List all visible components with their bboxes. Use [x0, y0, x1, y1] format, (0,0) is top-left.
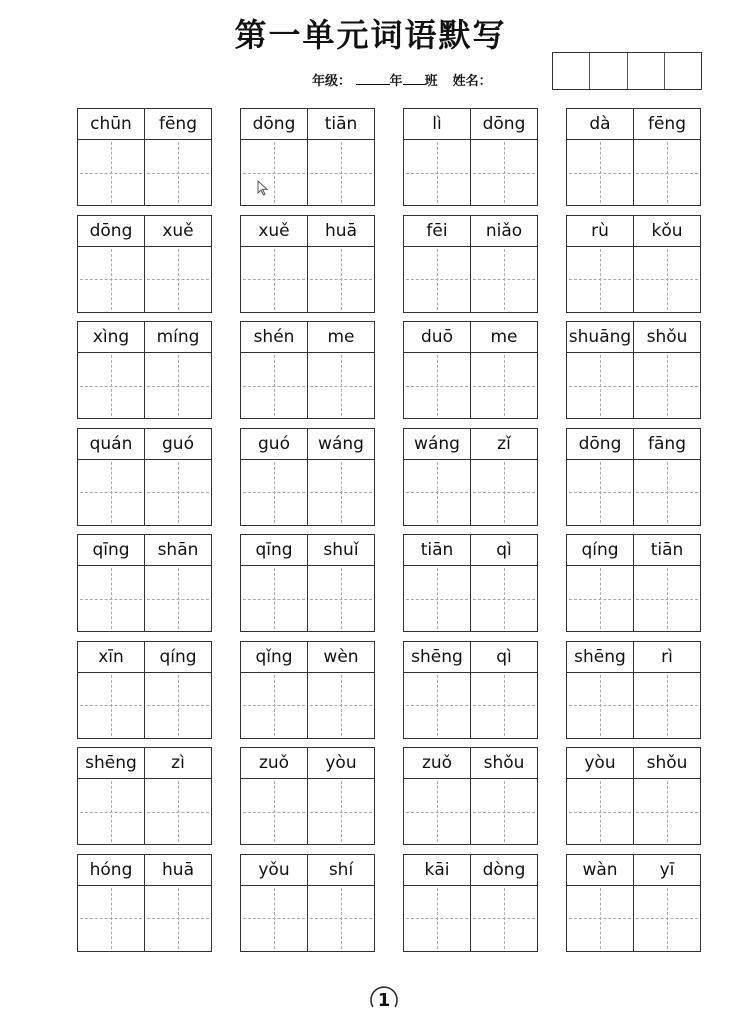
- writing-row: [567, 460, 700, 525]
- tianzige-cell[interactable]: [241, 673, 308, 738]
- writing-row: [241, 779, 374, 844]
- tianzige-cell[interactable]: [241, 886, 308, 951]
- tianzige-cell[interactable]: [634, 673, 700, 738]
- writing-row: [78, 673, 211, 738]
- tianzige-cell[interactable]: [241, 247, 308, 312]
- writing-row: [78, 247, 211, 312]
- writing-row: [567, 886, 700, 951]
- pinyin-label: dōng: [482, 114, 526, 134]
- pinyin-label: wáng: [404, 429, 471, 459]
- pinyin-label: tiān: [404, 535, 471, 565]
- writing-row: [404, 353, 537, 418]
- pinyin-label: shēng: [78, 748, 145, 778]
- tianzige-cell[interactable]: [145, 247, 211, 312]
- pinyin-label: qì: [496, 540, 512, 560]
- word-box: [240, 215, 375, 313]
- tianzige-cell[interactable]: [145, 779, 211, 844]
- writing-row: [241, 886, 374, 951]
- tianzige-cell[interactable]: [241, 353, 308, 418]
- pinyin-label: fēng: [647, 114, 686, 134]
- writing-row: [404, 779, 537, 844]
- pinyin-label: dōng: [78, 216, 145, 246]
- writing-row: [241, 460, 374, 525]
- tianzige-cell[interactable]: [634, 247, 700, 312]
- pinyin-label: zuǒ: [241, 748, 308, 778]
- word-box: [566, 534, 701, 632]
- pinyin-label: guó: [241, 429, 308, 459]
- pinyin-label: zì: [171, 753, 185, 773]
- pinyin-row: [241, 322, 374, 353]
- pinyin-label: yòu: [567, 748, 634, 778]
- writing-row: [78, 353, 211, 418]
- pinyin-row: [567, 109, 700, 140]
- tianzige-cell[interactable]: [634, 779, 700, 844]
- tianzige-cell[interactable]: [634, 460, 700, 525]
- pinyin-label: niǎo: [485, 220, 523, 241]
- word-dictation-grid: [77, 108, 701, 952]
- tianzige-cell[interactable]: [567, 353, 634, 418]
- pinyin-row: [567, 535, 700, 566]
- tianzige-cell[interactable]: [308, 353, 374, 418]
- pinyin-label: rì: [661, 646, 673, 667]
- tianzige-cell[interactable]: [634, 886, 700, 951]
- pinyin-label: qíng: [159, 646, 197, 667]
- writing-row: [241, 353, 374, 418]
- writing-row: [78, 140, 211, 205]
- pinyin-label: xīn: [78, 642, 145, 672]
- writing-row: [404, 673, 537, 738]
- page-number: 1: [367, 983, 401, 1017]
- pinyin-label: tiān: [324, 114, 358, 134]
- tianzige-cell[interactable]: [241, 779, 308, 844]
- pinyin-label: huā: [325, 220, 357, 241]
- word-box: [566, 215, 701, 313]
- pinyin-label: wàn: [567, 855, 634, 885]
- tianzige-cell[interactable]: [471, 779, 537, 844]
- pinyin-label: shēng: [567, 642, 634, 672]
- pinyin-row: [567, 642, 700, 673]
- word-box: [403, 428, 538, 526]
- pinyin-label: guó: [162, 433, 194, 454]
- pinyin-label: shén: [241, 322, 308, 352]
- pinyin-label: dà: [567, 109, 634, 139]
- pinyin-label: hóng: [78, 855, 145, 885]
- pinyin-label: yǒu: [241, 855, 308, 885]
- pinyin-row: [404, 535, 537, 566]
- tianzige-cell[interactable]: [471, 673, 537, 738]
- pinyin-label: wèn: [323, 646, 359, 667]
- tianzige-cell[interactable]: [308, 886, 374, 951]
- tianzige-cell[interactable]: [241, 460, 308, 525]
- pinyin-row: [78, 109, 211, 140]
- name-box[interactable]: [553, 53, 590, 89]
- tianzige-cell[interactable]: [404, 886, 471, 951]
- pinyin-row: [241, 535, 374, 566]
- tianzige-cell[interactable]: [78, 566, 145, 631]
- writing-row: [567, 140, 700, 205]
- pinyin-label: xuě: [162, 220, 194, 241]
- pinyin-row: [78, 855, 211, 886]
- pinyin-row: [78, 216, 211, 247]
- pinyin-label: yī: [659, 859, 675, 880]
- pinyin-label: fāng: [648, 433, 686, 454]
- pinyin-label: wáng: [318, 433, 364, 454]
- student-info-line: [312, 70, 492, 89]
- pinyin-row: [404, 109, 537, 140]
- pinyin-row: [404, 642, 537, 673]
- tianzige-cell[interactable]: [634, 140, 700, 205]
- pinyin-row: [241, 642, 374, 673]
- word-box: [403, 321, 538, 419]
- pinyin-row: [241, 109, 374, 140]
- name-label: 姓名：: [452, 74, 492, 89]
- writing-row: [241, 566, 374, 631]
- pinyin-row: [241, 855, 374, 886]
- tianzige-cell[interactable]: [471, 247, 537, 312]
- writing-row: [567, 779, 700, 844]
- writing-row: [404, 566, 537, 631]
- word-box: [77, 321, 212, 419]
- pinyin-label: xìng: [78, 322, 145, 352]
- tianzige-cell[interactable]: [471, 353, 537, 418]
- word-box: [403, 108, 538, 206]
- tianzige-cell[interactable]: [567, 247, 634, 312]
- word-box: [403, 534, 538, 632]
- word-box: [77, 108, 212, 206]
- pinyin-label: qīng: [78, 535, 145, 565]
- word-box: [566, 108, 701, 206]
- word-box: [77, 534, 212, 632]
- tianzige-cell[interactable]: [471, 460, 537, 525]
- writing-row: [78, 460, 211, 525]
- pinyin-label: rù: [567, 216, 634, 246]
- writing-row: [404, 460, 537, 525]
- pinyin-label: shuāng: [567, 322, 634, 352]
- tianzige-cell[interactable]: [308, 566, 374, 631]
- tianzige-cell[interactable]: [145, 673, 211, 738]
- tianzige-cell[interactable]: [404, 353, 471, 418]
- class-blank[interactable]: [403, 72, 425, 85]
- writing-row: [241, 247, 374, 312]
- writing-row: [241, 673, 374, 738]
- pinyin-label: tiān: [650, 540, 684, 560]
- tianzige-cell[interactable]: [404, 140, 471, 205]
- name-box[interactable]: [628, 53, 665, 89]
- tianzige-cell[interactable]: [404, 247, 471, 312]
- word-box: [403, 854, 538, 952]
- word-box: [240, 641, 375, 739]
- pinyin-row: [404, 322, 537, 353]
- writing-row: [78, 779, 211, 844]
- tianzige-cell[interactable]: [78, 779, 145, 844]
- writing-row: [78, 886, 211, 951]
- pinyin-row: [404, 855, 537, 886]
- word-box: [566, 321, 701, 419]
- tianzige-cell[interactable]: [145, 566, 211, 631]
- tianzige-cell[interactable]: [78, 140, 145, 205]
- pinyin-label: shēng: [404, 642, 471, 672]
- word-box: [77, 747, 212, 845]
- tianzige-cell[interactable]: [567, 886, 634, 951]
- tianzige-cell[interactable]: [308, 460, 374, 525]
- tianzige-cell[interactable]: [567, 140, 634, 205]
- tianzige-cell[interactable]: [404, 779, 471, 844]
- tianzige-cell[interactable]: [78, 353, 145, 418]
- pinyin-label: xuě: [241, 216, 308, 246]
- tianzige-cell[interactable]: [471, 140, 537, 205]
- tianzige-cell[interactable]: [567, 566, 634, 631]
- word-box: [77, 854, 212, 952]
- word-box: [77, 641, 212, 739]
- writing-row: [567, 673, 700, 738]
- grade-blank[interactable]: [356, 72, 390, 85]
- word-box: [240, 854, 375, 952]
- pinyin-row: [78, 535, 211, 566]
- pinyin-row: [241, 748, 374, 779]
- tianzige-cell[interactable]: [404, 566, 471, 631]
- word-box: [77, 428, 212, 526]
- pinyin-row: [241, 216, 374, 247]
- tianzige-cell[interactable]: [78, 673, 145, 738]
- tianzige-cell[interactable]: [78, 247, 145, 312]
- tianzige-cell[interactable]: [567, 673, 634, 738]
- pinyin-label: yòu: [325, 753, 357, 773]
- writing-row: [567, 247, 700, 312]
- tianzige-cell[interactable]: [308, 673, 374, 738]
- pinyin-label: shǒu: [646, 327, 688, 347]
- tianzige-cell[interactable]: [145, 886, 211, 951]
- word-box: [240, 428, 375, 526]
- tianzige-cell[interactable]: [78, 460, 145, 525]
- grade-label: 年级：: [312, 74, 352, 89]
- word-box: [566, 641, 701, 739]
- tianzige-cell[interactable]: [404, 673, 471, 738]
- pinyin-row: [241, 429, 374, 460]
- pinyin-label: qì: [496, 646, 512, 667]
- writing-row: [404, 247, 537, 312]
- name-box[interactable]: [590, 53, 627, 89]
- pinyin-label: dōng: [241, 109, 308, 139]
- word-box: [403, 215, 538, 313]
- pinyin-label: fēng: [158, 114, 197, 134]
- word-box: [403, 747, 538, 845]
- pinyin-label: fēi: [404, 216, 471, 246]
- pinyin-row: [78, 429, 211, 460]
- pinyin-label: dòng: [482, 859, 526, 880]
- tianzige-cell[interactable]: [241, 140, 308, 205]
- pinyin-label: shí: [328, 859, 354, 880]
- word-box: [566, 747, 701, 845]
- pinyin-label: dōng: [567, 429, 634, 459]
- pinyin-row: [404, 748, 537, 779]
- writing-row: [404, 140, 537, 205]
- pinyin-row: [567, 216, 700, 247]
- tianzige-cell[interactable]: [634, 566, 700, 631]
- name-box[interactable]: [665, 53, 701, 89]
- tianzige-cell[interactable]: [145, 460, 211, 525]
- tianzige-cell[interactable]: [404, 460, 471, 525]
- name-input-boxes[interactable]: [552, 52, 702, 90]
- pinyin-label: qīng: [241, 535, 308, 565]
- pinyin-row: [404, 216, 537, 247]
- tianzige-cell[interactable]: [471, 886, 537, 951]
- word-box: [566, 428, 701, 526]
- tianzige-cell[interactable]: [145, 353, 211, 418]
- pinyin-row: [567, 322, 700, 353]
- pinyin-label: quán: [78, 429, 145, 459]
- pinyin-label: kǒu: [651, 220, 683, 241]
- pinyin-row: [78, 322, 211, 353]
- pinyin-row: [404, 429, 537, 460]
- tianzige-cell[interactable]: [145, 140, 211, 205]
- writing-row: [567, 353, 700, 418]
- tianzige-cell[interactable]: [308, 247, 374, 312]
- tianzige-cell[interactable]: [308, 140, 374, 205]
- page-title: 第一单元词语默写: [234, 16, 507, 54]
- year-label: 年: [389, 74, 403, 89]
- word-box: [240, 747, 375, 845]
- tianzige-cell[interactable]: [634, 353, 700, 418]
- writing-row: [78, 566, 211, 631]
- word-box: [240, 321, 375, 419]
- pinyin-label: zǐ: [497, 433, 511, 454]
- tianzige-cell[interactable]: [567, 779, 634, 844]
- word-box: [77, 215, 212, 313]
- pinyin-label: zuǒ: [404, 748, 471, 778]
- pinyin-label: kāi: [404, 855, 471, 885]
- tianzige-cell[interactable]: [241, 566, 308, 631]
- mouse-cursor-icon: [257, 180, 269, 196]
- pinyin-row: [567, 429, 700, 460]
- pinyin-row: [567, 855, 700, 886]
- pinyin-label: shǒu: [483, 753, 525, 773]
- tianzige-cell[interactable]: [78, 886, 145, 951]
- pinyin-label: chūn: [78, 109, 145, 139]
- tianzige-cell[interactable]: [308, 779, 374, 844]
- pinyin-label: shān: [157, 540, 199, 560]
- pinyin-row: [78, 748, 211, 779]
- pinyin-label: duō: [404, 322, 471, 352]
- pinyin-label: míng: [156, 327, 200, 347]
- tianzige-cell[interactable]: [471, 566, 537, 631]
- pinyin-label: shuǐ: [323, 540, 359, 560]
- class-label: 班: [424, 74, 438, 89]
- writing-row: [404, 886, 537, 951]
- pinyin-label: huā: [162, 859, 194, 880]
- word-box: [240, 534, 375, 632]
- pinyin-row: [567, 748, 700, 779]
- word-box: [566, 854, 701, 952]
- pinyin-label: me: [327, 327, 355, 347]
- tianzige-cell[interactable]: [567, 460, 634, 525]
- pinyin-row: [78, 642, 211, 673]
- writing-row: [567, 566, 700, 631]
- pinyin-label: me: [490, 327, 518, 347]
- pinyin-label: qǐng: [241, 642, 308, 672]
- pinyin-label: qíng: [567, 535, 634, 565]
- pinyin-label: shǒu: [646, 753, 688, 773]
- pinyin-label: lì: [404, 109, 471, 139]
- word-box: [403, 641, 538, 739]
